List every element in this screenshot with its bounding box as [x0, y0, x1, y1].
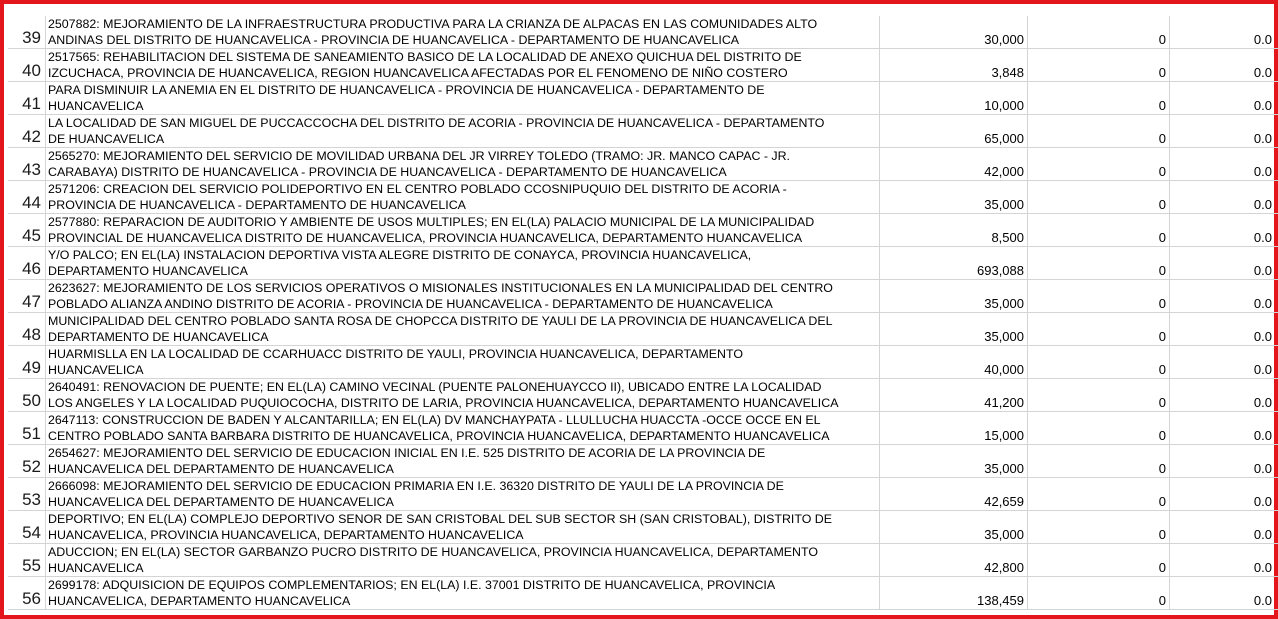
percent-cell[interactable]: 0.0: [1253, 494, 1272, 509]
row-number-cell: 55: [8, 544, 46, 576]
row-number-cell: 56: [8, 577, 46, 609]
amount-cell[interactable]: 35,000: [880, 181, 1028, 213]
table-row[interactable]: [8, 214, 1278, 247]
amount-cell[interactable]: 35,000: [880, 280, 1028, 312]
table-row[interactable]: [8, 247, 1278, 280]
executed-cell[interactable]: 0: [1028, 445, 1170, 477]
percent-cell[interactable]: 0.0: [1253, 296, 1272, 311]
percent-cell[interactable]: 0.0: [1253, 527, 1272, 542]
project-description-cell[interactable]: DEPORTIVO; EN EL(LA) COMPLEJO DEPORTIVO SENOR DE SAN CRISTOBAL DEL SUB SECTOR SH (SAN CRISTOBAL), DISTRITO DE HUANCAVELICA, PROVINCIA HUANCAVELICA, DEPARTAMENTO HUANCAVELICA: [46, 511, 880, 543]
executed-cell[interactable]: 0: [1028, 247, 1170, 279]
project-description-cell[interactable]: MUNICIPALIDAD DEL CENTRO POBLADO SANTA ROSA DE CHOPCCA DISTRITO DE YAULI DE LA PROVINCIA DE HUANCAVELICA DEL DEPARTAMENTO DE HUANCAVELICA: [46, 313, 880, 345]
executed-cell[interactable]: 0: [1028, 49, 1170, 81]
executed-cell[interactable]: 0: [1028, 280, 1170, 312]
table-row[interactable]: [8, 511, 1278, 544]
table-row[interactable]: [8, 577, 1278, 610]
table-row[interactable]: [8, 16, 1278, 49]
table-row[interactable]: [8, 148, 1278, 181]
row-number-cell: 40: [8, 49, 46, 81]
executed-cell[interactable]: 0: [1028, 544, 1170, 576]
amount-cell[interactable]: 42,659: [880, 478, 1028, 510]
executed-cell[interactable]: 0: [1028, 478, 1170, 510]
table-row[interactable]: [8, 280, 1278, 313]
executed-cell[interactable]: 0: [1028, 181, 1170, 213]
executed-cell[interactable]: 0: [1028, 412, 1170, 444]
project-description-cell[interactable]: ADUCCION; EN EL(LA) SECTOR GARBANZO PUCRO DISTRITO DE HUANCAVELICA, PROVINCIA HUANCAVELICA, DEPARTAMENTO HUANCAVELICA: [46, 544, 880, 576]
table-row[interactable]: [8, 346, 1278, 379]
executed-cell[interactable]: 0: [1028, 313, 1170, 345]
percent-cell[interactable]: 0.0: [1253, 461, 1272, 476]
project-description-cell[interactable]: 2565270: MEJORAMIENTO DEL SERVICIO DE MOVILIDAD URBANA DEL JR VIRREY TOLEDO (TRAMO: JR. MANCO CAPAC - JR. CARABAYA) DISTRITO DE HUANCAVELICA - PROVINCIA DE HUANCAVELICA - DEPARTAMENTO DE HUANCAVELICA: [46, 148, 880, 180]
row-number-cell: 46: [8, 247, 46, 279]
project-description-cell[interactable]: 2699178: ADQUISICION DE EQUIPOS COMPLEMENTARIOS; EN EL(LA) I.E. 37001 DISTRITO DE HUANCAVELICA, PROVINCIA HUANCAVELICA, DEPARTAMENTO HUANCAVELICA: [46, 577, 880, 609]
executed-cell[interactable]: 0: [1028, 511, 1170, 543]
table-row[interactable]: [8, 313, 1278, 346]
percent-cell[interactable]: 0.0: [1253, 263, 1272, 278]
amount-cell[interactable]: 30,000: [880, 16, 1028, 48]
executed-cell[interactable]: 0: [1028, 214, 1170, 246]
row-number-cell: 41: [8, 82, 46, 114]
percent-cell[interactable]: 0.0: [1253, 65, 1272, 80]
table-row[interactable]: [8, 478, 1278, 511]
executed-cell[interactable]: 0: [1028, 346, 1170, 378]
project-description-cell[interactable]: Y/O PALCO; EN EL(LA) INSTALACION DEPORTIVA VISTA ALEGRE DISTRITO DE CONAYCA, PROVINCIA HUANCAVELICA, DEPARTAMENTO HUANCAVELICA: [46, 247, 880, 279]
percent-cell[interactable]: 0.0: [1253, 428, 1272, 443]
percent-cell[interactable]: 0.0: [1253, 362, 1272, 377]
percent-cell[interactable]: 0.0: [1253, 197, 1272, 212]
executed-cell[interactable]: 0: [1028, 577, 1170, 609]
table-row[interactable]: [8, 379, 1278, 412]
project-description-cell[interactable]: 2577880: REPARACION DE AUDITORIO Y AMBIENTE DE USOS MULTIPLES; EN EL(LA) PALACIO MUNICIPAL DE LA MUNICIPALIDAD PROVINCIAL DE HUANCAVELICA DISTRITO DE HUANCAVELICA, PROVINCIA HUANCAVELICA, DEPARTAMENTO HUANCAVELICA: [46, 214, 880, 246]
spreadsheet-table: [8, 16, 1278, 610]
table-row[interactable]: [8, 445, 1278, 478]
amount-cell[interactable]: 41,200: [880, 379, 1028, 411]
amount-cell[interactable]: 693,088: [880, 247, 1028, 279]
project-description-cell[interactable]: 2623627: MEJORAMIENTO DE LOS SERVICIOS OPERATIVOS O MISIONALES INSTITUCIONALES EN LA MUNICIPALIDAD DEL CENTRO POBLADO ALIANZA ANDINO DISTRITO DE ACORIA - PROVINCIA DE HUANCAVELICA - DEPARTAMENTO DE HUANCAVELICA: [46, 280, 880, 312]
project-description-cell[interactable]: 2647113: CONSTRUCCION DE BADEN Y ALCANTARILLA; EN EL(LA) DV MANCHAYPATA - LLULLUCHA HUACCTA -OCCE OCCE EN EL CENTRO POBLADO SANTA BARBARA DISTRITO DE HUANCAVELICA, PROVINCIA HUANCAVELICA, DEPARTAMENTO HUANCAVELICA: [46, 412, 880, 444]
amount-cell[interactable]: 3,848: [880, 49, 1028, 81]
amount-cell[interactable]: 40,000: [880, 346, 1028, 378]
row-number-cell: 45: [8, 214, 46, 246]
row-number-cell: 53: [8, 478, 46, 510]
executed-cell[interactable]: 0: [1028, 148, 1170, 180]
project-description-cell[interactable]: 2666098: MEJORAMIENTO DEL SERVICIO DE EDUCACION PRIMARIA EN I.E. 36320 DISTRITO DE YAULI DE LA PROVINCIA DE HUANCAVELICA DEL DEPARTAMENTO DE HUANCAVELICA: [46, 478, 880, 510]
row-number-cell: 43: [8, 148, 46, 180]
amount-cell[interactable]: 35,000: [880, 445, 1028, 477]
row-number-cell: 48: [8, 313, 46, 345]
table-row[interactable]: [8, 115, 1278, 148]
percent-cell[interactable]: 0.0: [1253, 593, 1272, 608]
row-number-cell: 51: [8, 412, 46, 444]
row-number-cell: 49: [8, 346, 46, 378]
amount-cell[interactable]: 35,000: [880, 313, 1028, 345]
project-description-cell[interactable]: PARA DISMINUIR LA ANEMIA EN EL DISTRITO DE HUANCAVELICA - PROVINCIA DE HUANCAVELICA - DEPARTAMENTO DE HUANCAVELICA: [46, 82, 880, 114]
project-description-cell[interactable]: LA LOCALIDAD DE SAN MIGUEL DE PUCCACCOCHA DEL DISTRITO DE ACORIA - PROVINCIA DE HUANCAVELICA - DEPARTAMENTO DE HUANCAVELICA: [46, 115, 880, 147]
amount-cell[interactable]: 138,459: [880, 577, 1028, 609]
amount-cell[interactable]: 10,000: [880, 82, 1028, 114]
row-number-cell: 47: [8, 280, 46, 312]
project-description-cell[interactable]: 2517565: REHABILITACION DEL SISTEMA DE SANEAMIENTO BASICO DE LA LOCALIDAD DE ANEXO QUICHUA DEL DISTRITO DE IZCUCHACA, PROVINCIA DE HUANCAVELICA, REGION HUANCAVELICA AFECTADAS POR EL FENOMENO DE NIÑO COSTERO: [46, 49, 880, 81]
row-number-cell: 42: [8, 115, 46, 147]
amount-cell[interactable]: 65,000: [880, 115, 1028, 147]
amount-cell[interactable]: 35,000: [880, 511, 1028, 543]
amount-cell[interactable]: 8,500: [880, 214, 1028, 246]
executed-cell[interactable]: 0: [1028, 379, 1170, 411]
table-row[interactable]: [8, 412, 1278, 445]
amount-cell[interactable]: 42,000: [880, 148, 1028, 180]
table-row[interactable]: [8, 181, 1278, 214]
project-description-cell[interactable]: 2507882: MEJORAMIENTO DE LA INFRAESTRUCTURA PRODUCTIVA PARA LA CRIANZA DE ALPACAS EN LAS COMUNIDADES ALTO ANDINAS DEL DISTRITO DE HUANCAVELICA - PROVINCIA DE HUANCAVELICA - DEPARTAMENTO DE HUANCAVELICA: [46, 16, 880, 48]
row-number-cell: 54: [8, 511, 46, 543]
project-description-cell[interactable]: 2640491: RENOVACION DE PUENTE; EN EL(LA) CAMINO VECINAL (PUENTE PALONEHUAYCCO II), UBICADO ENTRE LA LOCALIDAD LOS ANGELES Y LA LOCALIDAD PUQUIOCOCHA, DISTRITO DE LARIA, PROVINCIA HUANCAVELICA, DEPARTAMENTO HUANCAVELICA: [46, 379, 880, 411]
percent-cell[interactable]: 0.0: [1253, 98, 1272, 113]
percent-cell[interactable]: 0.0: [1253, 560, 1272, 575]
row-number-cell: 39: [8, 16, 46, 48]
executed-cell[interactable]: 0: [1028, 82, 1170, 114]
executed-cell[interactable]: 0: [1028, 16, 1170, 48]
executed-cell[interactable]: 0: [1028, 115, 1170, 147]
row-number-cell: 50: [8, 379, 46, 411]
percent-cell[interactable]: 0.0: [1253, 329, 1272, 344]
project-description-cell[interactable]: HUARMISLLA EN LA LOCALIDAD DE CCARHUACC DISTRITO DE YAULI, PROVINCIA HUANCAVELICA, DEPARTAMENTO HUANCAVELICA: [46, 346, 880, 378]
table-row[interactable]: [8, 544, 1278, 577]
percent-cell[interactable]: 0.0: [1253, 230, 1272, 245]
percent-cell[interactable]: 0.0: [1253, 131, 1272, 146]
row-number-cell: 52: [8, 445, 46, 477]
row-number-cell: 44: [8, 181, 46, 213]
table-row[interactable]: [8, 82, 1278, 115]
percent-cell[interactable]: 0.0: [1253, 395, 1272, 410]
table-row[interactable]: [8, 49, 1278, 82]
percent-cell[interactable]: 0.0: [1253, 32, 1272, 47]
project-description-cell[interactable]: 2654627: MEJORAMIENTO DEL SERVICIO DE EDUCACION INICIAL EN I.E. 525 DISTRITO DE ACORIA DE LA PROVINCIA DE HUANCAVELICA DEL DEPARTAMENTO DE HUANCAVELICA: [46, 445, 880, 477]
amount-cell[interactable]: 15,000: [880, 412, 1028, 444]
percent-cell[interactable]: 0.0: [1253, 164, 1272, 179]
project-description-cell[interactable]: 2571206: CREACION DEL SERVICIO POLIDEPORTIVO EN EL CENTRO POBLADO CCOSNIPUQUIO DEL DISTRITO DE ACORIA - PROVINCIA DE HUANCAVELICA - DEPARTAMENTO DE HUANCAVELICA: [46, 181, 880, 213]
amount-cell[interactable]: 42,800: [880, 544, 1028, 576]
